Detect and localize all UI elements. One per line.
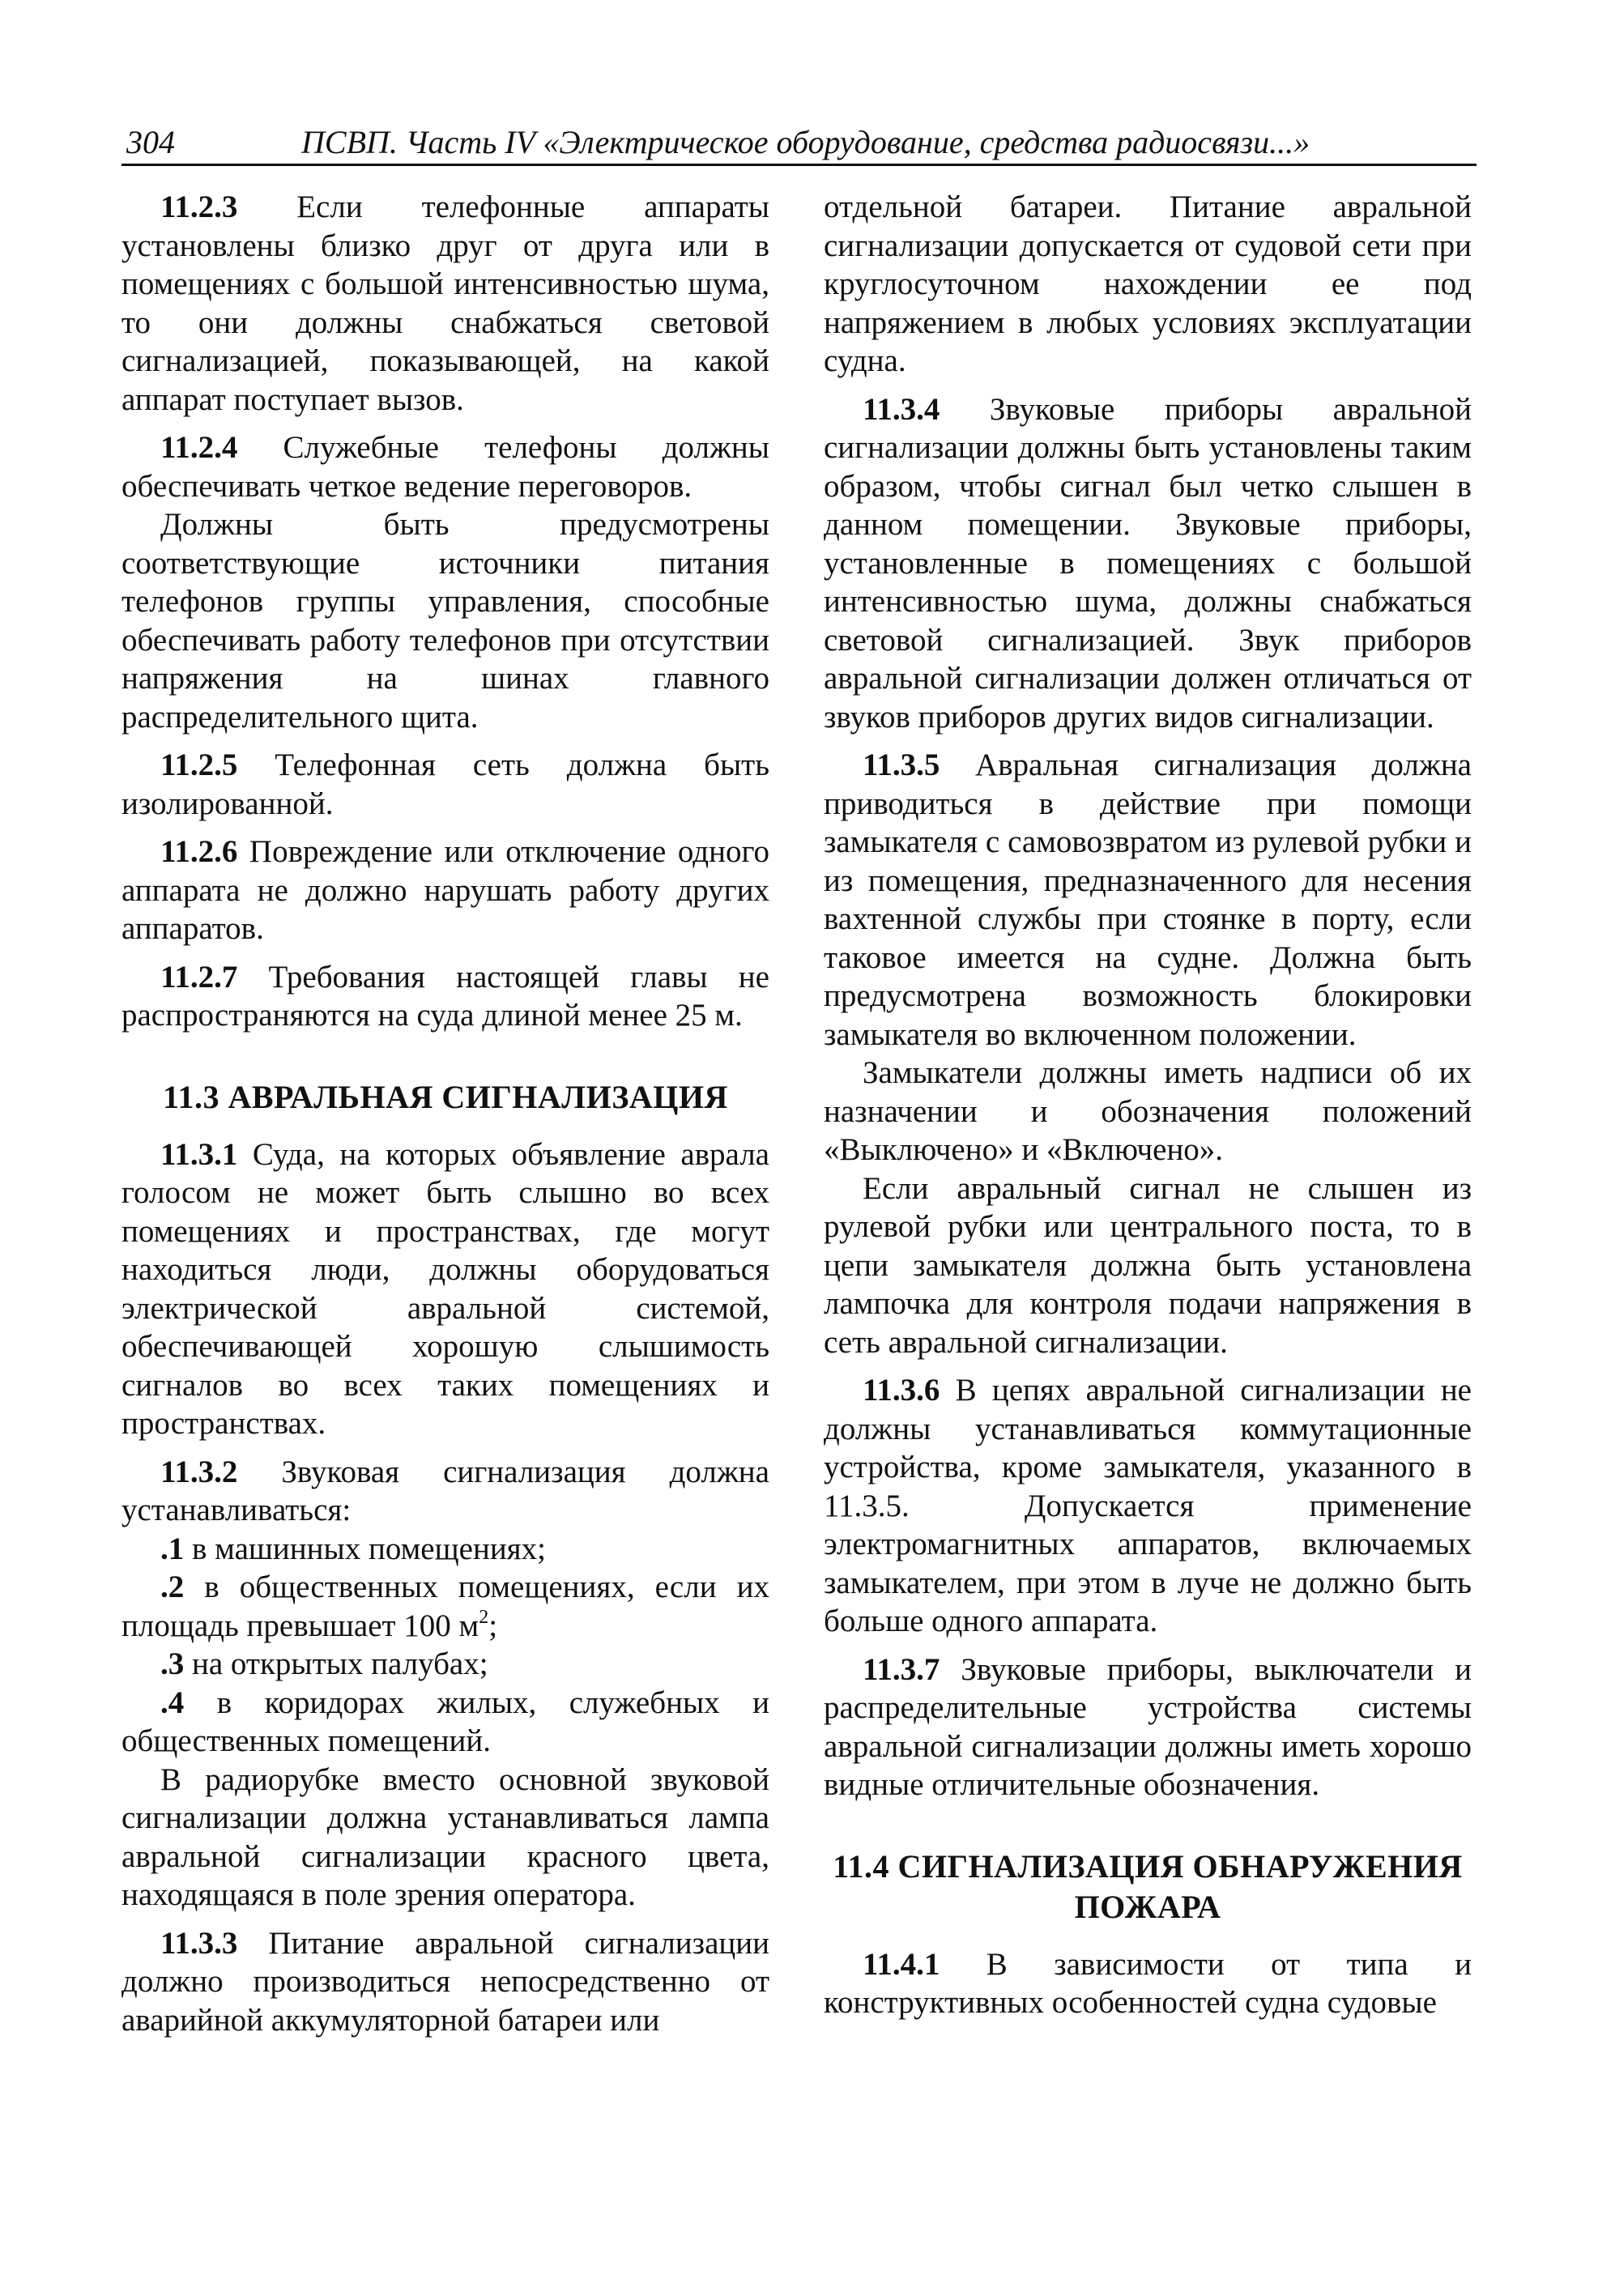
clause-number: 11.2.7 [160, 959, 238, 995]
clause-text: Суда, на которых объявление аврала голосом не может быть слышно во всех помещениях и пространствах, где могут находиться люди, должны оборудоваться электрической авральной системой, обеспечивающей хорошую слышимость сигналов во всех таких помещениях и пространствах. [121, 1136, 769, 1441]
section-heading-line-1: 11.4 СИГНАЛИЗАЦИЯ ОБНАРУЖЕНИЯ [833, 1847, 1463, 1885]
paragraph-11-4-1 [824, 1945, 1472, 2022]
clause-number: 11.2.3 [160, 190, 238, 224]
clause-text: Питание авральной сигнализации должно производиться непосредственно от аварийной аккумуляторной батареи или [121, 1925, 769, 2038]
item-text: в машинных помещениях; [184, 1531, 546, 1566]
paragraph-text: Замыкатели должны иметь надписи об их назначении и обозначения положений «Выключено» и «Включено». [824, 1055, 1472, 1167]
paragraph-radio-room [121, 1761, 769, 1915]
list-item-3 [121, 1645, 769, 1684]
paragraph-11-2-3 [121, 188, 769, 419]
item-text: в коридорах жилых, служебных и общественных помещений. [121, 1685, 769, 1758]
paragraph-text: Если авральный сигнал не слышен из рулевой рубки или центрального поста, то в цепи замыкателя должна быть установлена лампочка для контроля подачи напряжения в сеть авральной сигнализации. [824, 1170, 1472, 1360]
clause-number: 11.3.2 [160, 1454, 238, 1489]
item-text: в общественных помещениях, если их площадь превышает 100 м [121, 1570, 769, 1643]
left-column [121, 188, 769, 2049]
clause-text: Телефонная сеть должна быть изолированной. [121, 748, 769, 821]
section-heading-11-4 [824, 1847, 1472, 1928]
item-number: .4 [160, 1685, 185, 1720]
paragraph-11-3-2 [121, 1453, 769, 1530]
right-column [824, 188, 1472, 2032]
paragraph-11-3-1 [121, 1135, 769, 1443]
paragraph-power-sources [121, 505, 769, 736]
clause-text: В цепях авральной сигнализации не должны устанавливаться коммутационные устройства, кроме замыкателя, указанного в 11.3.5. Допускается применение электромагнитных аппаратов, включаемых замыкателем, при этом в луче не должно быть больше одного аппарата. [824, 1373, 1472, 1638]
superscript: 2 [479, 1606, 489, 1628]
clause-text: Повреждение или отключение одного аппарата не должно нарушать работу других аппаратов. [121, 834, 769, 946]
running-title: ПСВП. Часть IV «Электрическое оборудование, средства радиосвязи...» [301, 124, 1310, 160]
paragraph-11-2-6 [121, 833, 769, 948]
clause-number: 11.3.1 [160, 1136, 238, 1172]
clause-number: 11.3.6 [863, 1373, 940, 1408]
clause-text: Звуковые приборы, выключатели и распределительные устройства системы авральной сигнализации должны иметь хорошо видные отличительные обозначения. [824, 1651, 1472, 1802]
clause-number: 11.2.4 [160, 430, 238, 465]
paragraph-text: В радиорубке вместо основной звуковой сигнализации должна устанавливаться лампа авральной сигнализации красного цвета, находящаяся в поле зрения оператора. [121, 1761, 769, 1912]
clause-number: 11.3.7 [863, 1651, 940, 1687]
list-item-2 [121, 1568, 769, 1645]
clause-text: Звуковая сигнализация должна устанавливаться: [121, 1454, 769, 1527]
clause-text: Звуковые приборы авральной сигнализации должны быть установлены таким образом, чтобы сигнал был четко слышен в данном помещении. Звуковые приборы, установленные в помещениях с большой интенсивностью шума, должны снабжаться световой сигнализацией. Звук приборов авральной сигнализации должен отличаться от звуков приборов других видов сигнализации. [824, 391, 1472, 735]
item-text: на открытых палубах; [184, 1646, 488, 1681]
section-heading-line-2: ПОЖАРА [1074, 1888, 1221, 1925]
clause-number: 11.2.6 [160, 834, 238, 869]
list-item-4 [121, 1684, 769, 1761]
clause-text: В зависимости от типа и конструктивных особенностей судна судовые [824, 1946, 1472, 2020]
clause-number: 11.4.1 [863, 1946, 940, 1982]
paragraph-continuation [824, 188, 1472, 381]
paragraph-11-3-6 [824, 1371, 1472, 1641]
item-number: .1 [160, 1531, 185, 1566]
clause-number: 11.2.5 [160, 748, 238, 782]
clause-text: Требования настоящей главы не распространяются на суда длиной менее 25 м. [121, 959, 769, 1033]
paragraph-text: отдельной батареи. Питание авральной сигнализации допускается от судовой сети при круглосуточном нахождении ее под напряжением в любых условиях эксплуатации судна. [824, 190, 1472, 378]
paragraph-11-2-7 [121, 958, 769, 1035]
clause-number: 11.3.4 [863, 391, 940, 427]
item-tail: ; [488, 1608, 498, 1643]
clause-number: 11.3.5 [863, 748, 940, 782]
paragraph-11-3-3 [121, 1924, 769, 2040]
clause-text: Служебные телефоны должны обеспечивать четкое ведение переговоров. [121, 430, 769, 504]
paragraph-11-3-4 [824, 390, 1472, 737]
paragraph-text: Должны быть предусмотрены соответствующие источники питания телефонов группы управления, способные обеспечивать работу телефонов при отсутствии напряжения на шинах главного распределительного щита. [121, 507, 769, 735]
item-number: .2 [160, 1570, 185, 1604]
running-header [121, 121, 1477, 166]
page-number: 304 [126, 124, 175, 160]
paragraph-11-3-7 [824, 1651, 1472, 1804]
clause-text: Если телефонные аппараты установлены близко друг от друга или в помещениях с большой интенсивностью шума, то они должны снабжаться световой сигнализацией, показывающей, на какой аппарат поступает вызов. [121, 190, 769, 417]
section-heading-11-3: 11.3 АВРАЛЬНАЯ СИГНАЛИЗАЦИЯ [163, 1078, 728, 1115]
paragraph-11-2-5 [121, 746, 769, 823]
paragraph-control-lamp [824, 1169, 1472, 1362]
clause-number: 11.3.3 [160, 1925, 238, 1961]
item-number: .3 [160, 1646, 185, 1681]
clause-text: Авральная сигнализация должна приводиться в действие при помощи замыкателя с самовозвратом из рулевой рубки и из помещения, предназначенного для несения вахтенной службы при стоянке в порту, если таковое имеется на судне. Должна быть предусмотрена возможность блокировки замыкателя во включенном положении. [824, 748, 1472, 1052]
list-item-1 [121, 1530, 769, 1569]
paragraph-11-3-5 [824, 746, 1472, 1054]
paragraph-switch-labels [824, 1054, 1472, 1169]
paragraph-11-2-4 [121, 428, 769, 505]
